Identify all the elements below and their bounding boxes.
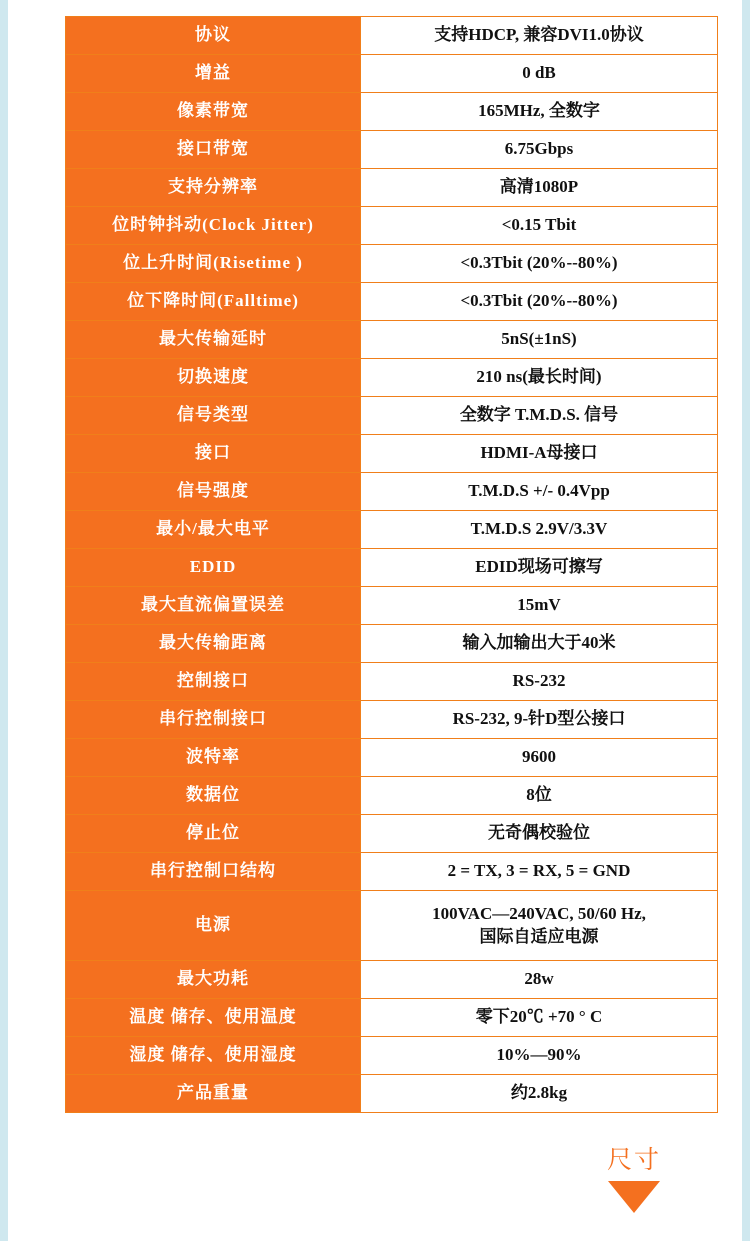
triangle-down-icon	[608, 1181, 660, 1213]
spec-value	[361, 999, 718, 1037]
spec-value-line: 国际自适应电源	[479, 926, 599, 946]
spec-value-line: RS-232, 9-针D型公接口	[452, 709, 626, 729]
table-row	[66, 283, 718, 321]
spec-value-line: 支持HDCP, 兼容DVI1.0协议	[434, 25, 644, 45]
spec-label: 位时钟抖动(Clock Jitter)	[66, 207, 361, 245]
spec-value	[361, 511, 718, 549]
spec-value-line: 2 = TX, 3 = RX, 5 = GND	[447, 861, 631, 881]
spec-label: 像素带宽	[66, 93, 361, 131]
spec-value	[361, 587, 718, 625]
spec-value	[361, 473, 718, 511]
spec-label: 温度 储存、使用温度	[66, 999, 361, 1037]
spec-label: 协议	[66, 17, 361, 55]
specification-table-body	[66, 17, 718, 1113]
table-row	[66, 1037, 718, 1075]
spec-value-line: 9600	[522, 747, 556, 767]
spec-value	[361, 435, 718, 473]
spec-value	[361, 1075, 718, 1113]
spec-value-line: RS-232	[512, 671, 566, 691]
spec-value-line: 约2.8kg	[510, 1083, 568, 1103]
spec-label: 位下降时间(Falltime)	[66, 283, 361, 321]
spec-value-line: 8位	[526, 785, 552, 805]
spec-value	[361, 739, 718, 777]
spec-label: 接口	[66, 435, 361, 473]
spec-value	[361, 321, 718, 359]
table-row	[66, 17, 718, 55]
spec-label: 电源	[66, 891, 361, 961]
spec-value	[361, 891, 718, 961]
spec-value	[361, 549, 718, 587]
table-row	[66, 511, 718, 549]
table-row	[66, 739, 718, 777]
spec-label: 最大直流偏置误差	[66, 587, 361, 625]
spec-label: 切换速度	[66, 359, 361, 397]
spec-value	[361, 93, 718, 131]
spec-value	[361, 663, 718, 701]
spec-value	[361, 283, 718, 321]
spec-value	[361, 17, 718, 55]
spec-label: 信号类型	[66, 397, 361, 435]
table-row	[66, 207, 718, 245]
table-row	[66, 131, 718, 169]
spec-value	[361, 55, 718, 93]
spec-value-line: EDID现场可擦写	[475, 557, 603, 577]
spec-value	[361, 701, 718, 739]
table-row	[66, 961, 718, 999]
spec-value-line: HDMI-A母接口	[480, 443, 598, 463]
spec-value	[361, 131, 718, 169]
spec-label: 数据位	[66, 777, 361, 815]
specification-table	[65, 16, 718, 1113]
spec-value-line: T.M.D.S 2.9V/3.3V	[470, 519, 608, 539]
table-row	[66, 435, 718, 473]
table-row	[66, 815, 718, 853]
spec-label: 波特率	[66, 739, 361, 777]
table-row	[66, 587, 718, 625]
spec-value-line: T.M.D.S +/- 0.4Vpp	[468, 481, 610, 501]
spec-label: 信号强度	[66, 473, 361, 511]
spec-value-line: 零下20℃ +70 ° C	[475, 1007, 603, 1027]
table-row	[66, 853, 718, 891]
dimension-note	[574, 1148, 694, 1213]
spec-value	[361, 1037, 718, 1075]
spec-label: 最大传输延时	[66, 321, 361, 359]
spec-value	[361, 961, 718, 999]
table-row	[66, 891, 718, 961]
spec-value-line: <0.15 Tbit	[501, 215, 577, 235]
spec-value-line: 5nS(±1nS)	[501, 329, 577, 349]
table-row	[66, 999, 718, 1037]
table-row	[66, 549, 718, 587]
spec-value-line: 高清1080P	[499, 177, 579, 197]
table-row	[66, 245, 718, 283]
spec-label: 控制接口	[66, 663, 361, 701]
spec-value-line: 全数字 T.M.D.S. 信号	[459, 405, 619, 425]
spec-label: 产品重量	[66, 1075, 361, 1113]
spec-value	[361, 815, 718, 853]
table-row	[66, 701, 718, 739]
spec-value	[361, 853, 718, 891]
spec-value-line: <0.3Tbit (20%--80%)	[460, 291, 618, 311]
spec-value-line: 输入加输出大于40米	[462, 633, 616, 653]
spec-label: 接口带宽	[66, 131, 361, 169]
spec-value-line: 210 ns(最长时间)	[476, 367, 602, 387]
spec-label: 湿度 储存、使用湿度	[66, 1037, 361, 1075]
table-row	[66, 625, 718, 663]
table-row	[66, 1075, 718, 1113]
spec-label: 最大功耗	[66, 961, 361, 999]
table-row	[66, 359, 718, 397]
spec-label: 增益	[66, 55, 361, 93]
table-row	[66, 473, 718, 511]
spec-value-line: 15mV	[517, 595, 561, 615]
spec-value	[361, 397, 718, 435]
table-row	[66, 397, 718, 435]
spec-value-line: 6.75Gbps	[504, 139, 574, 159]
spec-value	[361, 359, 718, 397]
spec-label: 停止位	[66, 815, 361, 853]
spec-value-line: <0.3Tbit (20%--80%)	[460, 253, 618, 273]
spec-label: 串行控制接口	[66, 701, 361, 739]
spec-label: 串行控制口结构	[66, 853, 361, 891]
table-row	[66, 169, 718, 207]
table-row	[66, 55, 718, 93]
spec-label: 支持分辨率	[66, 169, 361, 207]
spec-value-line: 28w	[524, 969, 554, 989]
spec-value-line: 100VAC—240VAC, 50/60 Hz,	[432, 903, 646, 923]
spec-label: EDID	[66, 549, 361, 587]
spec-value-line: 10%—90%	[496, 1045, 582, 1065]
spec-value-line: 165MHz, 全数字	[478, 101, 600, 121]
spec-value	[361, 777, 718, 815]
table-row	[66, 663, 718, 701]
table-row	[66, 777, 718, 815]
spec-value-line: 0 dB	[522, 63, 556, 83]
spec-value-line: 无奇偶校验位	[488, 823, 590, 843]
dimension-note-label: 尺寸	[606, 1146, 661, 1174]
spec-label: 最大传输距离	[66, 625, 361, 663]
spec-value	[361, 207, 718, 245]
spec-value	[361, 245, 718, 283]
spec-value	[361, 169, 718, 207]
spec-label: 最小/最大电平	[66, 511, 361, 549]
table-row	[66, 321, 718, 359]
spec-value	[361, 625, 718, 663]
spec-label: 位上升时间(Risetime )	[66, 245, 361, 283]
table-row	[66, 93, 718, 131]
